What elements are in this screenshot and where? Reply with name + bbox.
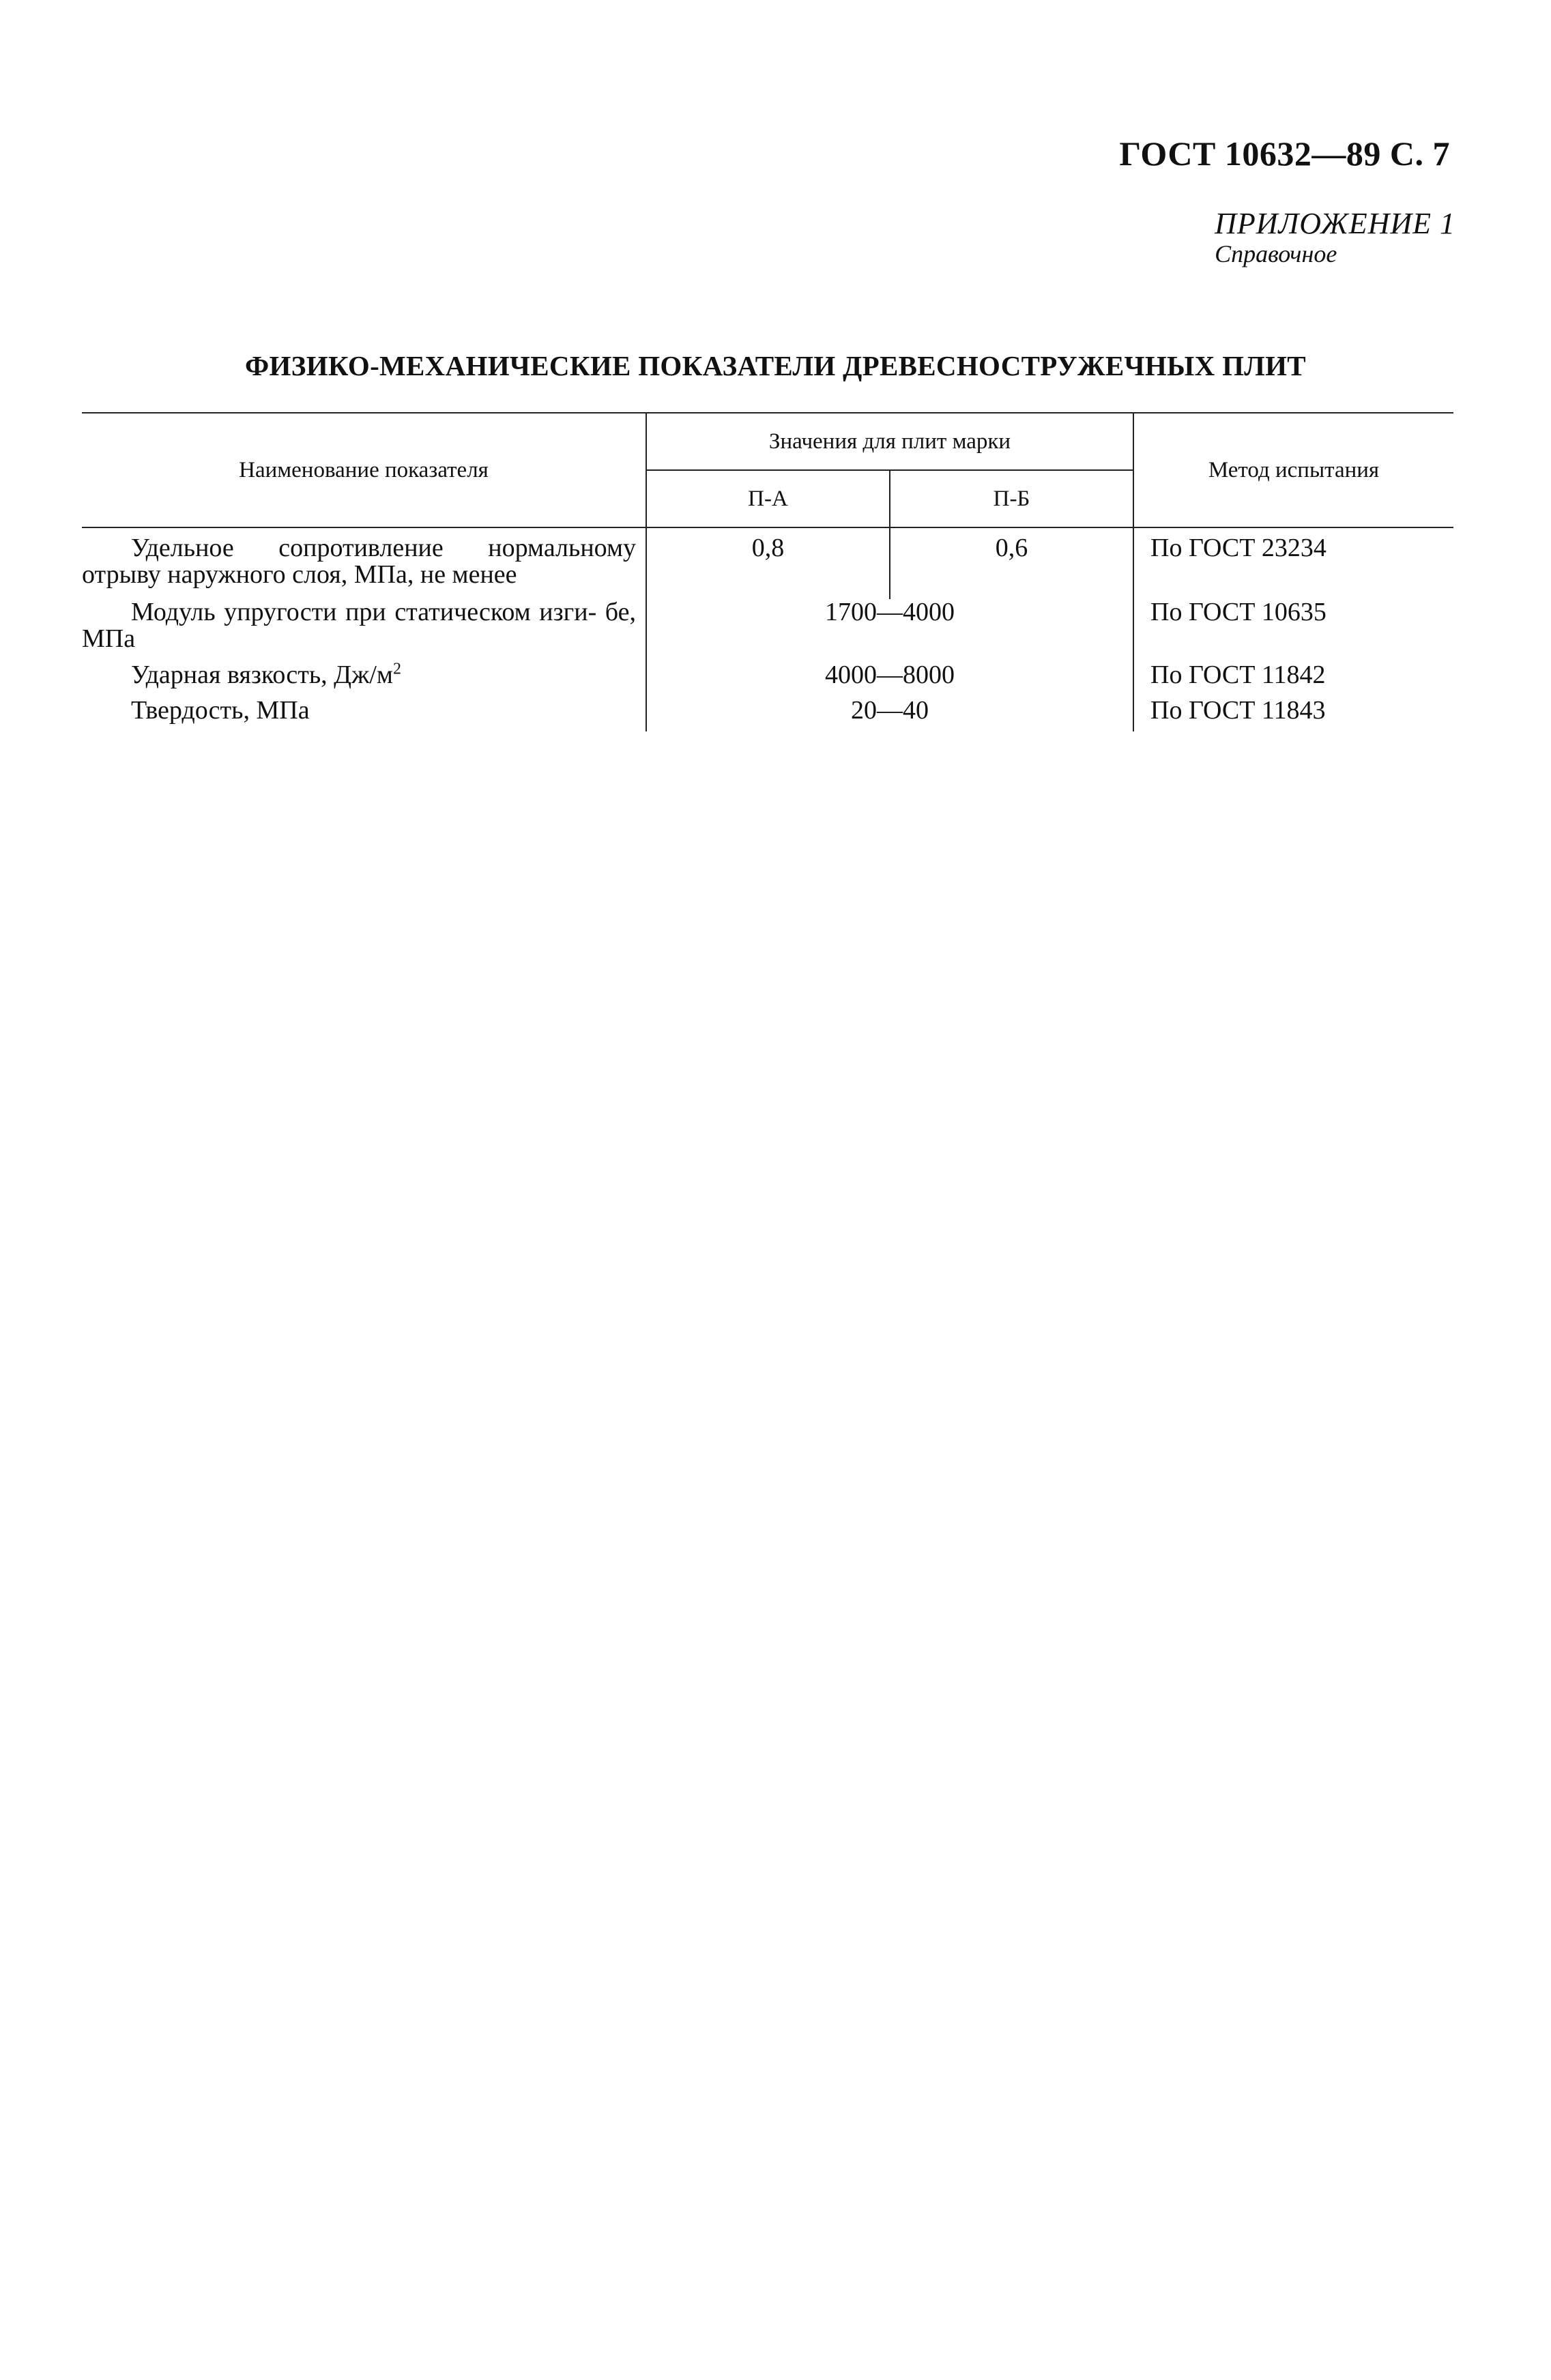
row-indicator-text: Удельное сопротивление нормальному отрыву наружного слоя, МПа, не менее [82, 534, 636, 589]
header-grade-pb: П-Б [890, 470, 1133, 527]
row-test-method: По ГОСТ 10635 [1150, 598, 1327, 626]
row-value-common: 20—40 [646, 697, 1133, 731]
appendix-label [1215, 209, 1455, 266]
row-indicator-name [82, 662, 646, 697]
appendix-title: ПРИЛОЖЕНИЕ 1 [1215, 207, 1455, 240]
table-row [82, 662, 1453, 697]
row-test-method: По ГОСТ 11843 [1150, 696, 1326, 725]
header-test-method: Метод испытания [1133, 413, 1453, 527]
table-row [82, 527, 1453, 599]
unit-superscript: 2 [392, 660, 401, 678]
row-value-pb: 0,6 [890, 527, 1133, 599]
appendix-subtitle: Справочное [1215, 240, 1337, 267]
row-indicator-name [82, 527, 646, 599]
document-title: ФИЗИКО-МЕХАНИЧЕСКИЕ ПОКАЗАТЕЛИ ДРЕВЕСНОСТРУЖЕЧНЫХ ПЛИТ [245, 350, 1306, 381]
properties-table [82, 412, 1453, 731]
row-test-method: По ГОСТ 23234 [1150, 534, 1327, 562]
running-header: ГОСТ 10632—89 С. 7 [1119, 134, 1450, 173]
header-grade-pa: П-А [646, 470, 890, 527]
row-indicator-name [82, 599, 646, 662]
header-indicator-name: Наименование показателя [82, 413, 646, 527]
row-indicator-text: Модуль упругости при статическом изги- бе, МПа [82, 598, 636, 653]
header-values-group: Значения для плит марки [646, 413, 1133, 470]
row-value-common: 4000—8000 [646, 662, 1133, 697]
row-value-pa: 0,8 [646, 527, 890, 599]
row-indicator-name [82, 697, 646, 731]
row-value-common: 1700—4000 [646, 599, 1133, 662]
row-indicator-text: Ударная вязкость, Дж/м [131, 661, 393, 689]
table-row [82, 697, 1453, 731]
table-row [82, 599, 1453, 662]
row-indicator-text: Твердость, МПа [131, 696, 310, 725]
row-test-method: По ГОСТ 11842 [1150, 661, 1326, 689]
